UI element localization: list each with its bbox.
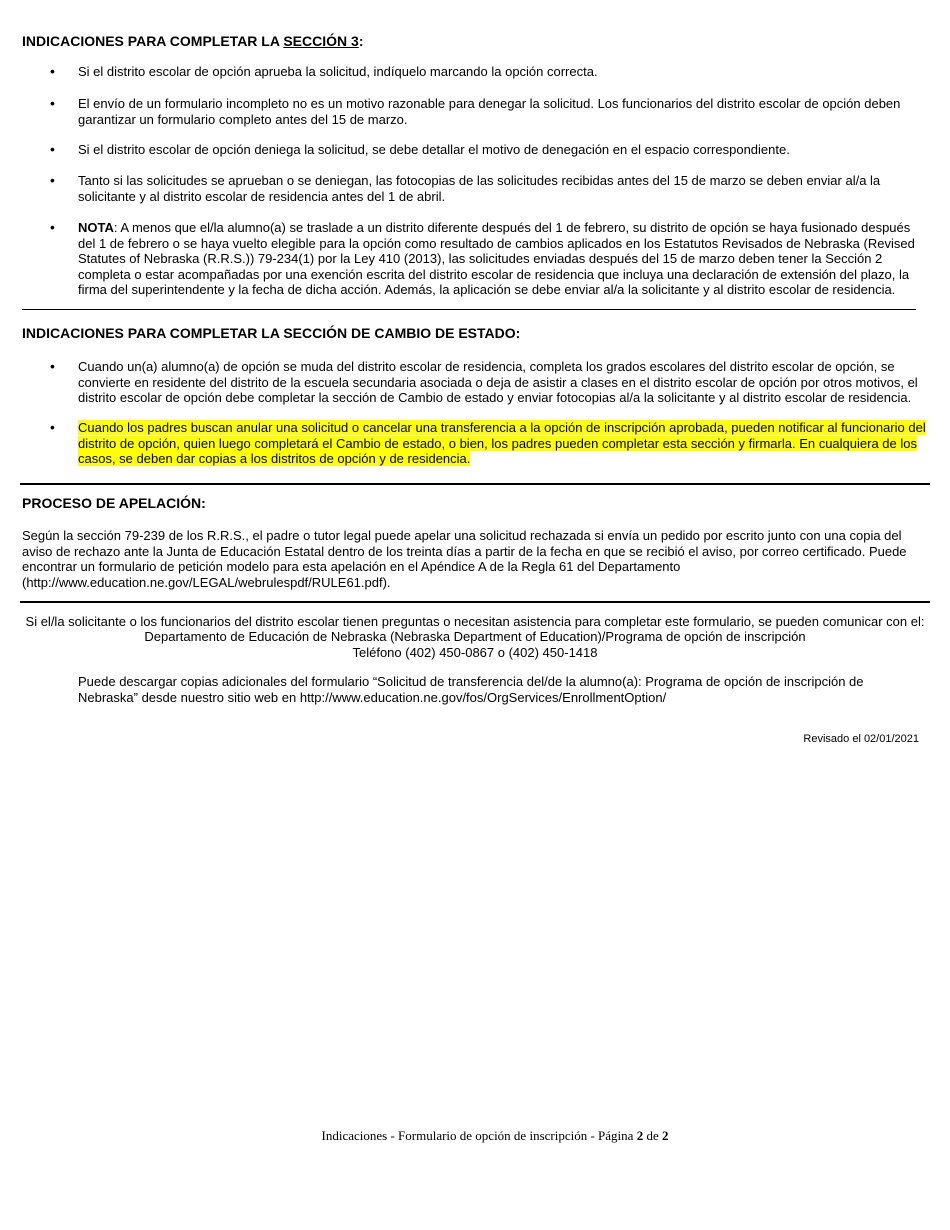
section3-heading-underlined: SECCIÓN 3 [283,33,359,49]
nota-item: • NOTA: A menos que el/la alumno(a) se traslade a un distrito diferente después del 1 de febrero, su distrito de opción se haya fusionado después del 1 de febrero o se haya vuelto elegible para la opción como resultado de cambios aplicados en los Estatutos Revisados de Nebraska (Revised Statutes of Nebraska (R.R.S.)) 79-234(1) por la Ley 410 (2013), las solicitudes enviadas después del 15 de marzo deben tener la Sección 2 completa o estar acompañadas por una exención escrita del distrito escolar de residencia que incluya una declaración de extensión del plazo, la firma del superintendente y la fecha de dicha acción. Además, la aplicación se debe enviar al/a la solicitante y al distrito escolar de residencia. [50,219,915,297]
page-number: 2 [636,1128,644,1143]
cambio-heading: INDICACIONES PARA COMPLETAR LA SECCIÓN DE CAMBIO DE ESTADO: [22,325,521,341]
divider [20,601,930,603]
list-item: • Si el distrito escolar de opción aprueba la solicitud, indíquelo marcando la opción correcta. [50,63,598,79]
section3-heading: INDICACIONES PARA COMPLETAR LA SECCIÓN 3: [22,33,364,49]
divider [22,309,916,310]
apelacion-text: Según la sección 79-239 de los R.R.S., el padre o tutor legal puede apelar una solicitud rechazada si envía un pedido por escrito junto con una copia del aviso de rechazo ante la Junta de Educación Estatal dentro de los treinta días a partir de la fecha en que se recibió el aviso, por correo certificado. Puede encontrar un formulario de petición modelo para esta apelación en el Apéndice A de la Regla 61 del Departamento (http://www.education.ne.gov/LEGAL/webrulespdf/RULE61.pdf). [22,528,907,590]
list-item: • El envío de un formulario incompleto no es un motivo razonable para denegar la solicitud. Los funcionarios del distrito escolar de opción deben garantizar un formulario completo antes del 15 de marzo. [50,95,901,127]
highlighted-text: Cuando los padres buscan anular una solicitud o cancelar una transferencia a la opción de inscripción aprobada, pueden notificar al funcionario del distrito de opción, quien luego completará el Cambio de estado, o bien, los padres pueden completar esta sección y firmarla. En cualquiera de los casos, se deben dar copias a los distritos de opción y de residencia. [78,420,926,466]
page-footer: Indicaciones - Formulario de opción de inscripción - Página 2 de 2 [321,1128,669,1143]
list-item: • Cuando un(a) alumno(a) de opción se muda del distrito escolar de residencia, completa los grados escolares del distrito escolar de opción, se convierte en residente del distrito de la escuela secundaria asociada o deja de asistir a clases en el distrito escolar de opción por otros motivos, el distrito escolar de opción debe completar la sección de Cambio de estado y enviar fotocopias al/a la solicitante y al distrito escolar de residencia. [50,358,918,405]
revised-date: Revisado el 02/01/2021 [803,733,919,745]
contact-line1: Si el/la solicitante o los funcionarios del distrito escolar tienen preguntas o necesitan asistencia para completar este formulario, se pueden comunicar con el: [25,614,925,629]
list-item: • Tanto si las solicitudes se aprueban o se deniegan, las fotocopias de las solicitudes recibidas antes del 15 de marzo se deben enviar al/a la solicitante y al distrito escolar de residencia antes del 1 de abril. [50,172,881,204]
divider [20,483,930,485]
nota-label: NOTA [78,220,114,235]
contact-phone: Teléfono (402) 450-0867 o (402) 450-1418 [352,645,598,660]
page-total: 2 [661,1128,669,1143]
highlighted-list-item: • Cuando los padres buscan anular una solicitud o cancelar una transferencia a la opción de inscripción aprobada, pueden notificar al funcionario del distrito de opción, quien luego completará el Cambio de estado, o bien, los padres pueden completar esta sección y firmarla. En cualquiera de los casos, se deben dar copias a los distritos de opción y de residencia. [50,419,926,466]
list-item: • Si el distrito escolar de opción deniega la solicitud, se debe detallar el motivo de denegación en el espacio correspondiente. [50,141,790,157]
contact-line2: Departamento de Educación de Nebraska (Nebraska Department of Education)/Programa de opción de inscripción [144,629,806,644]
apelacion-heading: PROCESO DE APELACIÓN: [22,495,206,511]
download-text: Puede descargar copias adicionales del formulario “Solicitud de transferencia del/de la alumno(a): Programa de opción de inscripción de Nebraska” desde nuestro sitio web en http://www.education.ne.gov/fos/OrgServices/EnrollmentOption/ [78,674,864,705]
